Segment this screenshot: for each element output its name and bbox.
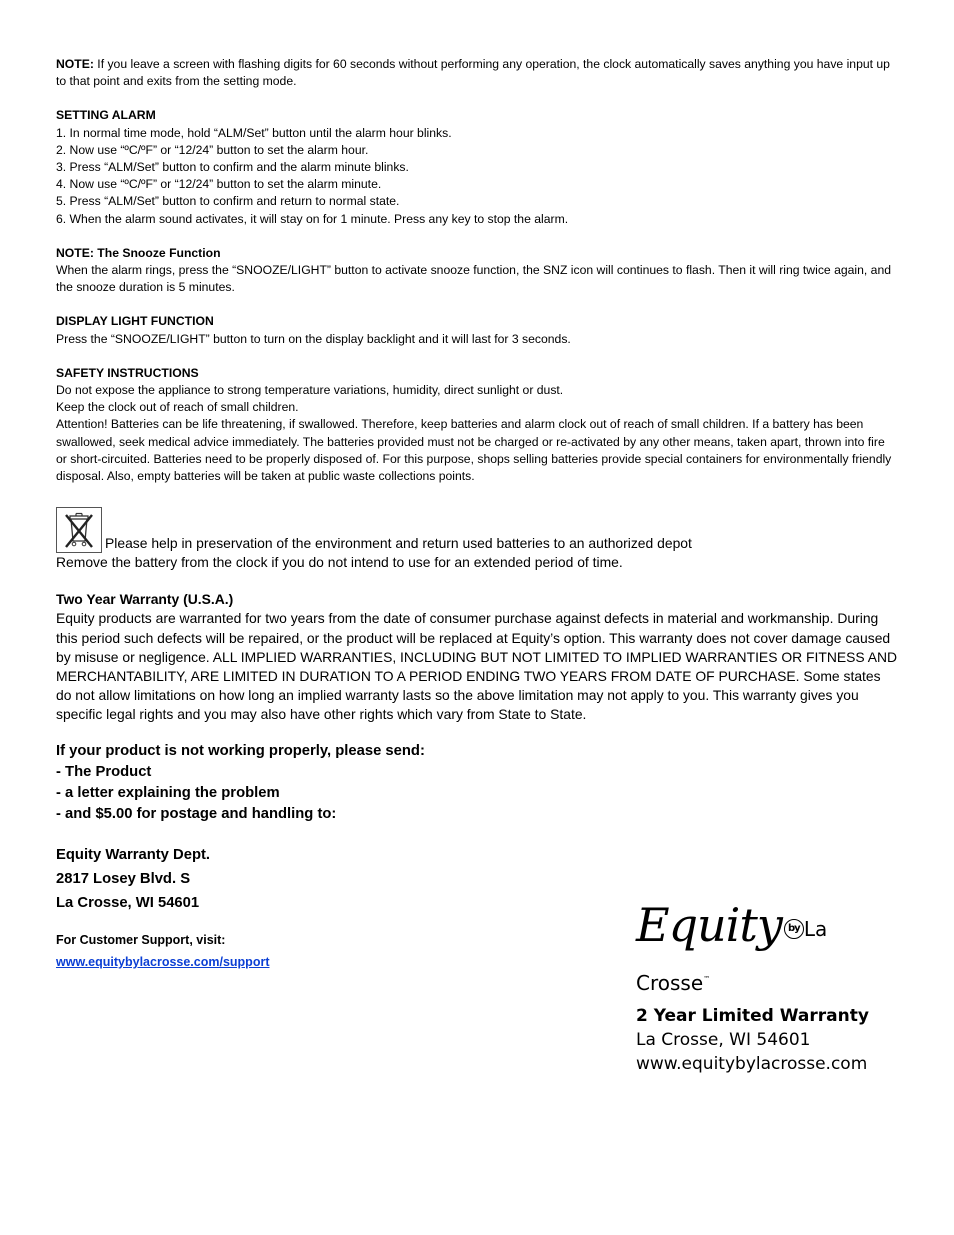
recycle-text: Please help in preservation of the environment and return used batteries to an authorized depot [105, 535, 692, 552]
send-line: If your product is not working properly, please send: [56, 742, 425, 759]
address-line: La Crosse, WI 54601 [56, 894, 200, 911]
snooze-section [56, 245, 898, 297]
logo-company: La Crosse [636, 917, 828, 995]
display-light-text: Press the “SNOOZE/LIGHT” button to turn on the display backlight and it will last for 3 seconds. [56, 331, 571, 346]
send-line: - and $5.00 for postage and handling to: [56, 805, 337, 822]
support-label: For Customer Support, visit: [56, 932, 226, 947]
snooze-text: When the alarm rings, press the “SNOOZE/LIGHT” button to activate snooze function, the SNZ icon will continues to flash. Then it will ring twice again, and the snooze duration is 5 minutes. [56, 263, 892, 295]
note-text: If you leave a screen with flashing digits for 60 seconds without performing any operation, the clock automatically saves anything you have input up to that point and exits from the setting mode. [56, 57, 890, 89]
crossed-out-bin-icon [56, 507, 102, 553]
logo-warranty-line: 2 Year Limited Warranty [636, 1006, 869, 1026]
logo-city-line: La Crosse, WI 54601 [636, 1030, 811, 1050]
note-section [56, 56, 898, 90]
setting-alarm-heading: SETTING ALARM [56, 108, 156, 123]
safety-heading: SAFETY INSTRUCTIONS [56, 365, 199, 380]
setting-alarm-section [56, 107, 898, 227]
recycle-section [56, 507, 898, 572]
alarm-step: 6. When the alarm sound activates, it will stay on for 1 minute. Press any key to stop the alarm. [56, 211, 569, 226]
address-line: 2817 Losey Blvd. S [56, 870, 191, 887]
alarm-step: 3. Press “ALM/Set” button to confirm and the alarm minute blinks. [56, 160, 409, 175]
send-section [56, 741, 898, 825]
safety-line: Attention! Batteries can be life threatening, if swallowed. Therefore, keep batteries and alarm clock out of reach of small children. If a battery has been swallowed, seek medical advice immediately. The batteries provided must not be charged or re-activated by any other means, taken apart, thrown into fire or short-circuited. Batteries need to be properly disposed of. For this purpose, shops selling batteries provide special containers for environmentally friendly disposal. Also, empty batteries will be taken at public waste collections points. [56, 417, 892, 484]
snooze-heading: NOTE: The Snooze Function [56, 245, 221, 260]
safety-line: Keep the clock out of reach of small children. [56, 400, 299, 415]
logo-brand: Equity [636, 898, 782, 952]
brand-logo [636, 900, 896, 1076]
alarm-step: 1. In normal time mode, hold “ALM/Set” button until the alarm hour blinks. [56, 125, 452, 140]
document-page [56, 56, 898, 973]
warranty-text: Equity products are warranted for two years from the date of consumer purchase against defects in material and workmanship. During this period such defects will be repaired, or the product will be replaced at Equity’s option. This warranty does not cover damage caused by misuse or negligence. ALL IMPLIED WARRANTIES, INCLUDING BUT NOT LIMITED TO IMPLIED WARRANTIES OR FITNESS AND MERCHANTABILITY, ARE LIMITED IN DURATION TO A PERIOD ENDING TWO YEARS FROM DATE OF PURCHASE. Some states do not allow limitations on how long an implied warranty lasts so the above limitation may not apply to you. This warranty gives you specific legal rights and you may also have other rights which vary from State to State. [56, 610, 898, 723]
support-link[interactable]: www.equitybylacrosse.com/support [56, 954, 270, 969]
remove-battery-text: Remove the battery from the clock if you do not intend to use for an extended period of time. [56, 554, 623, 571]
safety-section [56, 365, 898, 485]
warranty-section [56, 590, 898, 724]
warranty-heading: Two Year Warranty (U.S.A.) [56, 591, 234, 608]
logo-tm: ™ [703, 975, 710, 983]
alarm-step: 2. Now use “ºC/ºF” or “12/24” button to set the alarm hour. [56, 142, 369, 157]
display-light-section [56, 313, 898, 347]
send-line: - a letter explaining the problem [56, 784, 280, 801]
address-line: Equity Warranty Dept. [56, 846, 211, 863]
logo-by-badge: by [784, 919, 804, 939]
alarm-step: 4. Now use “ºC/ºF” or “12/24” button to set the alarm minute. [56, 177, 382, 192]
note-paragraph [56, 56, 898, 90]
logo-url-line: www.equitybylacrosse.com [636, 1054, 868, 1074]
display-light-heading: DISPLAY LIGHT FUNCTION [56, 314, 214, 329]
logo-wordmark [636, 900, 896, 1008]
safety-line: Do not expose the appliance to strong temperature variations, humidity, direct sunlight or dust. [56, 383, 564, 398]
note-label: NOTE: [56, 57, 94, 71]
send-line: - The Product [56, 763, 152, 780]
alarm-step: 5. Press “ALM/Set” button to confirm and return to normal state. [56, 194, 400, 209]
